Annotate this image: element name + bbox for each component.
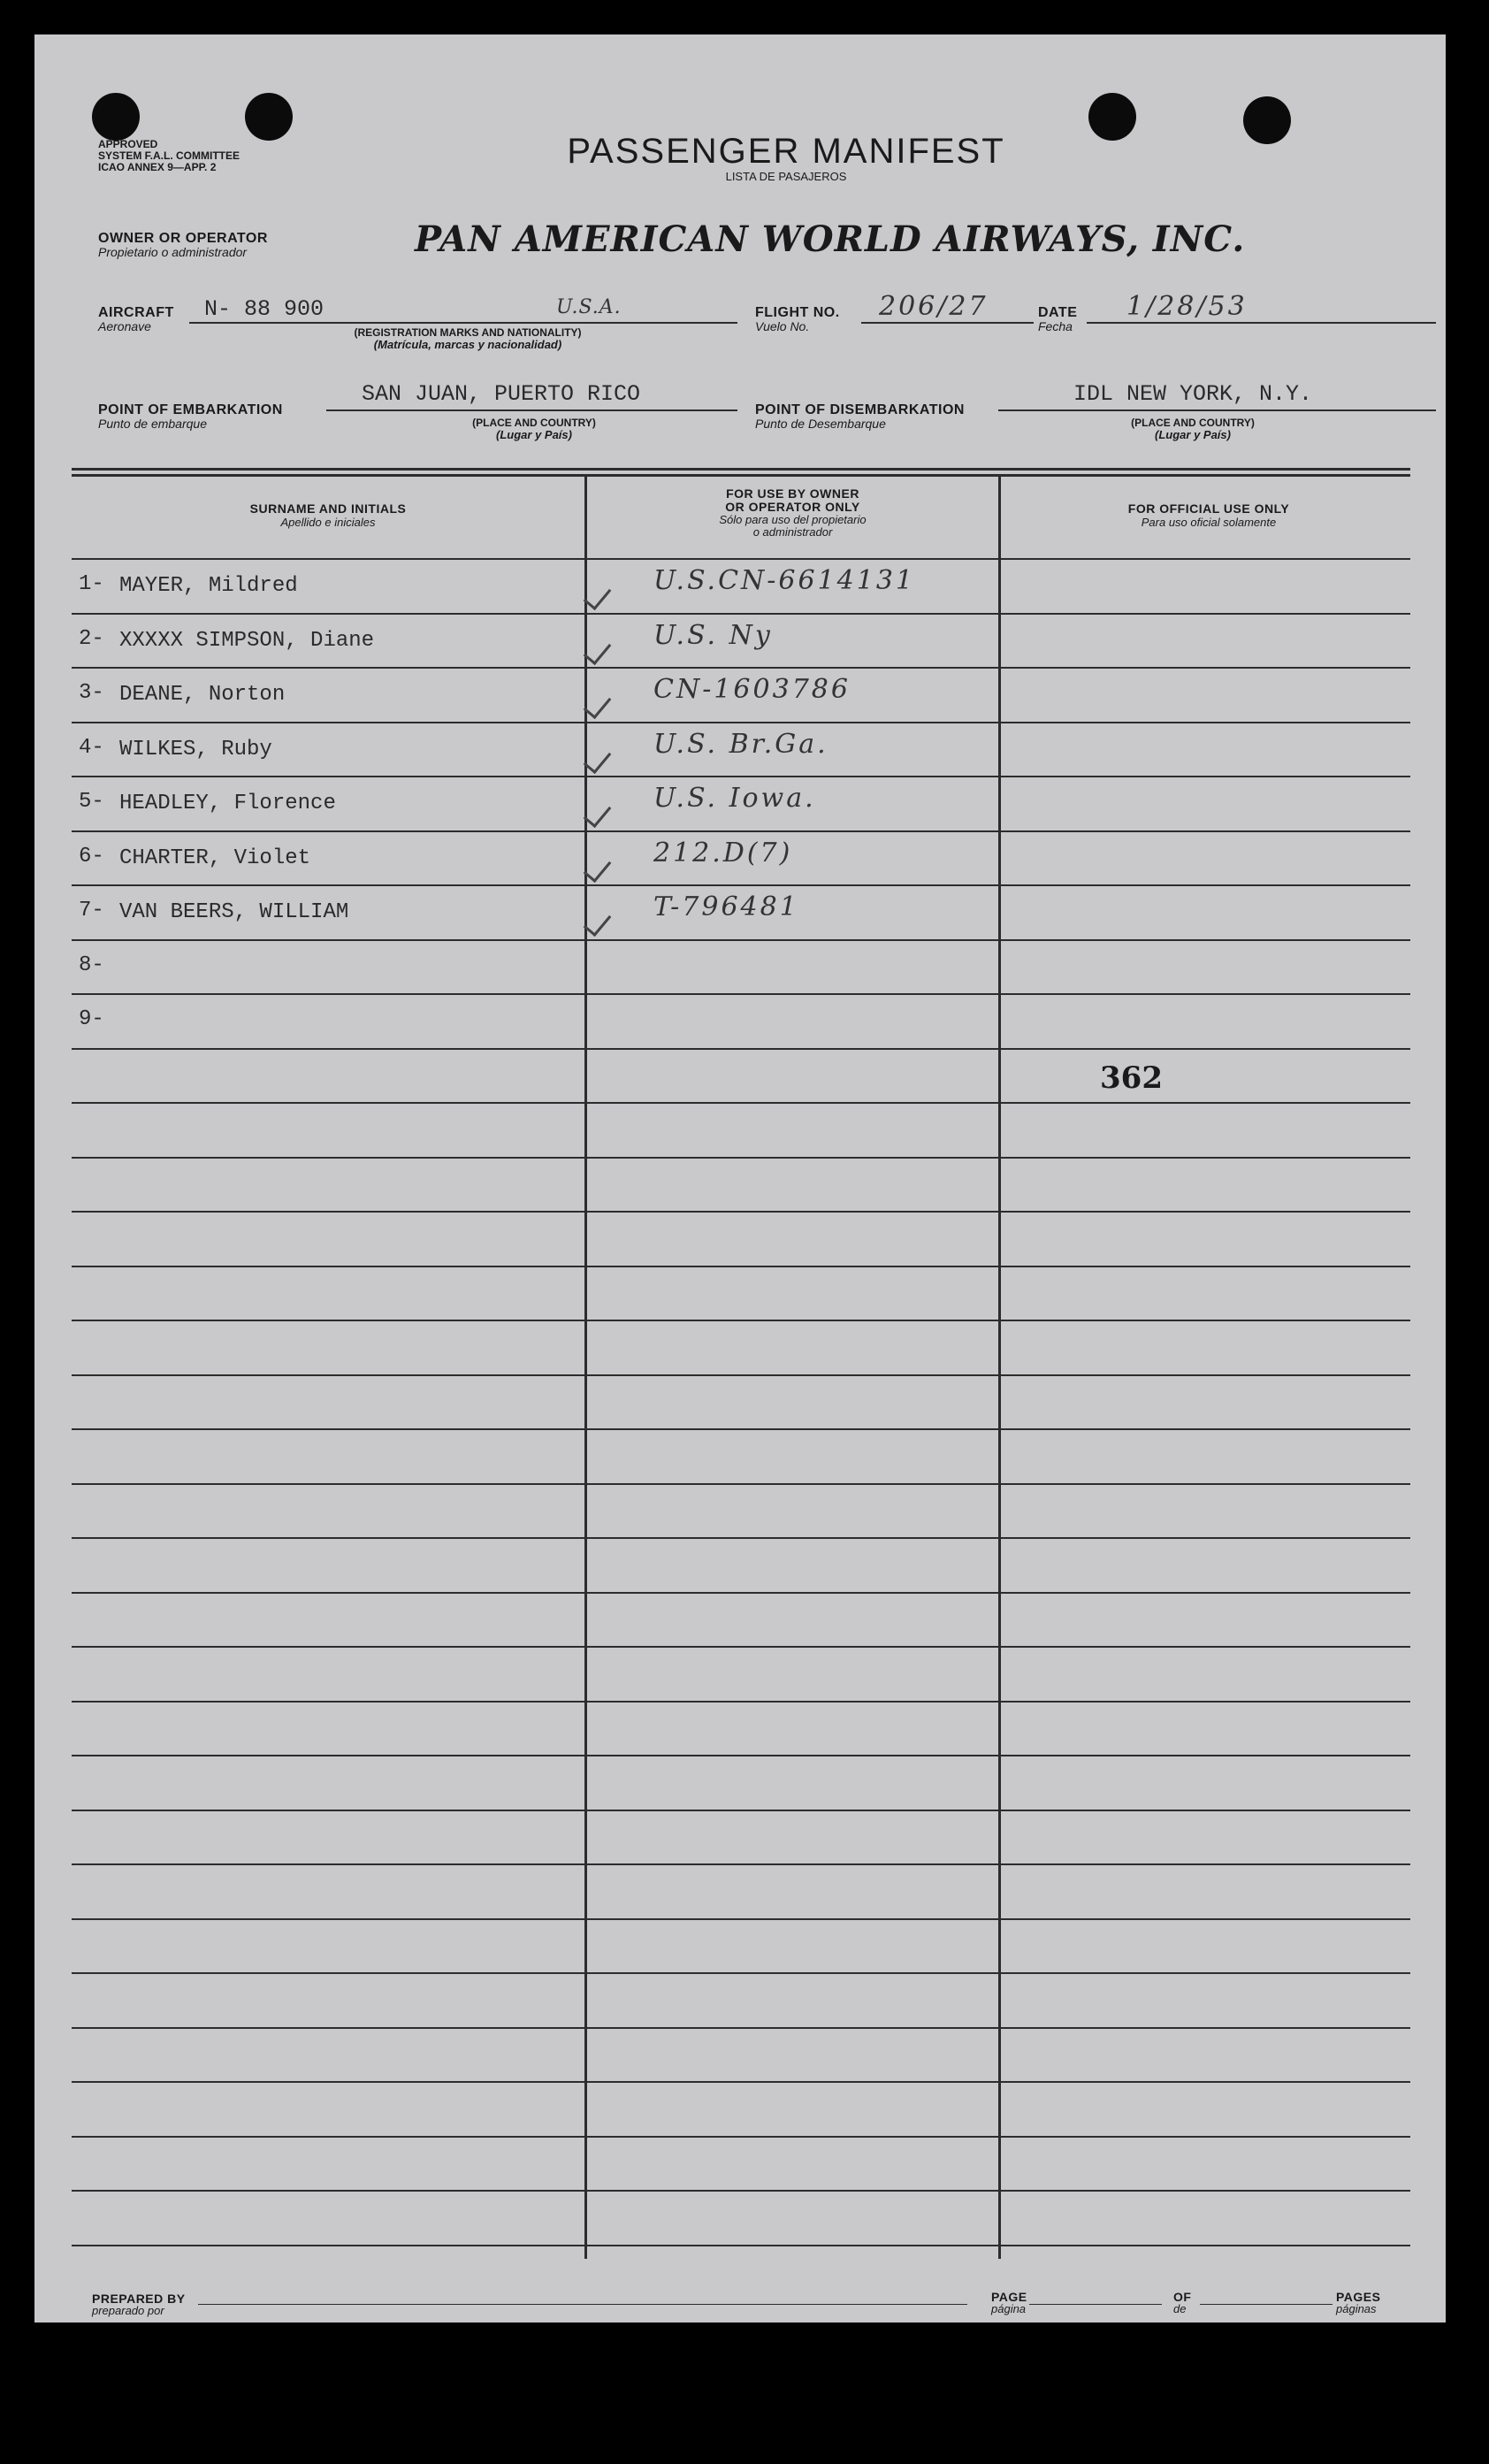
owner-note: U.S. Iowa.: [653, 783, 816, 814]
passenger-name: WILKES, Ruby: [119, 738, 272, 761]
manifest-sheet: [34, 34, 1446, 2322]
approval-line: APPROVED: [98, 138, 158, 150]
row-rule: [72, 1048, 1410, 1050]
date-line: [1087, 322, 1436, 324]
row-rule: [72, 1211, 1410, 1213]
row-rule: [72, 2245, 1410, 2246]
punch-hole: [92, 93, 140, 141]
row-rule: [72, 1320, 1410, 1321]
row-rule: [72, 1374, 1410, 1376]
row-rule: [72, 1918, 1410, 1920]
passenger-name: VAN BEERS, WILLIAM: [119, 900, 349, 924]
embarkation-line: [326, 409, 737, 411]
aircraft-nationality: U.S.A.: [556, 296, 622, 318]
page-line: [1029, 2304, 1162, 2305]
check-mark-icon: [584, 636, 612, 665]
passenger-name: DEANE, Norton: [119, 683, 286, 707]
row-rule: [72, 1537, 1410, 1539]
passenger-name: MAYER, Mildred: [119, 574, 298, 598]
passenger-row: [34, 667, 1446, 720]
punch-hole: [1243, 96, 1291, 144]
column-header-owner: FOR USE BY OWNER OR OPERATOR ONLY Sólo para uso del propietario o administrador: [719, 486, 867, 539]
approval-block: [98, 139, 240, 173]
header-rule: [72, 468, 1410, 471]
header-rule: [72, 474, 1410, 477]
row-rule: [72, 1102, 1410, 1104]
row-rule: [72, 1483, 1410, 1485]
flight-label: FLIGHT NO. Vuelo No.: [755, 305, 840, 333]
disembarkation-line: [998, 409, 1436, 411]
check-mark-icon: [584, 690, 612, 719]
owner-note: CN-1603786: [653, 674, 851, 705]
check-mark-icon: [584, 799, 612, 828]
row-number: 1-: [79, 572, 104, 596]
check-mark-icon: [584, 581, 612, 610]
row-number: 4-: [79, 736, 104, 760]
aircraft-line: [189, 322, 737, 324]
check-mark-icon: [584, 853, 612, 883]
approval-line: ICAO ANNEX 9—APP. 2: [98, 161, 217, 173]
passenger-row: [34, 613, 1446, 666]
row-number: 7-: [79, 899, 104, 922]
owner-note: U.S. Br.Ga.: [653, 729, 828, 760]
embarkation-label: POINT OF EMBARKATION Punto de embarque: [98, 402, 283, 431]
passenger-row: [34, 558, 1446, 611]
pages-label: PAGES páginas: [1336, 2290, 1381, 2315]
row-rule: [72, 1810, 1410, 1811]
flight-value: 206/27: [879, 291, 989, 322]
official-number: 362: [1100, 1060, 1163, 1096]
row-rule: [72, 1863, 1410, 1865]
row-rule: [72, 1755, 1410, 1756]
passenger-row: [34, 884, 1446, 937]
prepared-by-line: [198, 2304, 967, 2305]
embarkation-note: (PLACE AND COUNTRY) (Lugar y País): [472, 417, 596, 441]
check-mark-icon: [584, 907, 612, 937]
page-subtitle: LISTA DE PASAJEROS: [725, 170, 847, 183]
row-rule: [72, 1972, 1410, 1974]
airline-name: PAN AMERICAN WORLD AIRWAYS, INC.: [415, 218, 1246, 260]
passenger-name: HEADLEY, Florence: [119, 792, 336, 815]
row-rule: [72, 1701, 1410, 1703]
row-number: 6-: [79, 845, 104, 869]
passenger-row: [34, 722, 1446, 775]
row-number: 5-: [79, 790, 104, 814]
aircraft-label: AIRCRAFT Aeronave: [98, 305, 174, 333]
passenger-row: [34, 993, 1446, 1046]
flight-line: [861, 322, 1034, 324]
of-line: [1200, 2304, 1332, 2305]
column-header-name: SURNAME AND INITIALS Apellido e iniciales: [249, 501, 407, 529]
row-number: 2-: [79, 627, 104, 651]
passenger-name: XXXXX SIMPSON, Diane: [119, 629, 375, 653]
date-value: 1/28/53: [1126, 291, 1248, 322]
page-label: PAGE página: [991, 2290, 1027, 2315]
date-label: DATE Fecha: [1038, 305, 1078, 333]
disembarkation-value: IDL NEW YORK, N.Y.: [1073, 381, 1313, 407]
row-rule: [72, 1592, 1410, 1594]
row-rule: [72, 2027, 1410, 2029]
title-block: [477, 132, 1096, 183]
disembarkation-note: (PLACE AND COUNTRY) (Lugar y País): [1131, 417, 1255, 441]
row-number: 8-: [79, 953, 104, 977]
check-mark-icon: [584, 745, 612, 774]
embarkation-value: SAN JUAN, PUERTO RICO: [362, 381, 641, 407]
row-number: 9-: [79, 1007, 104, 1031]
row-rule: [72, 1157, 1410, 1159]
punch-hole: [1088, 93, 1136, 141]
row-rule: [72, 1428, 1410, 1430]
aircraft-value: N- 88 900: [204, 296, 325, 322]
approval-line: SYSTEM F.A.L. COMMITTEE: [98, 149, 241, 162]
of-label: OF de: [1173, 2290, 1192, 2315]
aircraft-reg-note: (REGISTRATION MARKS AND NATIONALITY) (Matrícula, marcas y nacionalidad): [354, 326, 582, 351]
row-number: 3-: [79, 681, 104, 705]
passenger-row: [34, 776, 1446, 829]
row-rule: [72, 2136, 1410, 2138]
owner-note: T-796481: [653, 891, 799, 922]
owner-label: OWNER OR OPERATOR Propietario o administrador: [98, 231, 268, 259]
passenger-row: [34, 830, 1446, 884]
row-rule: [72, 1266, 1410, 1267]
page-title: PASSENGER MANIFEST: [567, 132, 1005, 171]
row-rule: [72, 2081, 1410, 2083]
owner-note: 212.D(7): [653, 838, 793, 869]
row-rule: [72, 1646, 1410, 1648]
passenger-name: CHARTER, Violet: [119, 846, 311, 870]
owner-note: U.S. Ny: [653, 620, 773, 651]
disembarkation-label: POINT OF DISEMBARKATION Punto de Desembarque: [755, 402, 965, 431]
column-header-official: FOR OFFICIAL USE ONLY Para uso oficial solamente: [1127, 501, 1290, 529]
owner-note: U.S.CN-6614131: [653, 565, 916, 596]
prepared-by-label: PREPARED BY preparado por: [92, 2292, 186, 2317]
passenger-row: [34, 939, 1446, 992]
punch-hole: [245, 93, 293, 141]
row-rule: [72, 2190, 1410, 2192]
